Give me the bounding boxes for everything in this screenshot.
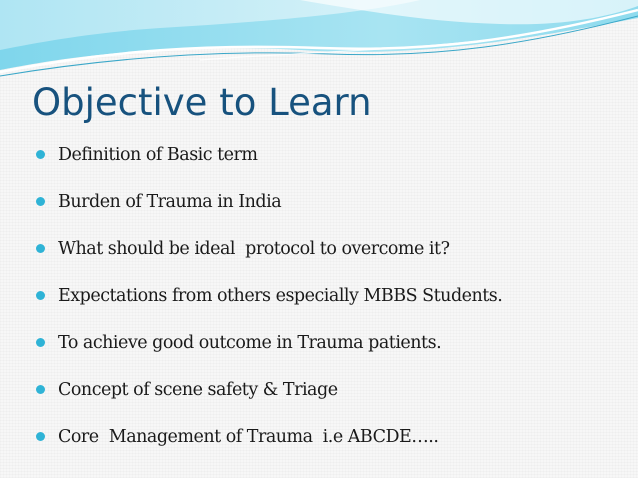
bullet-dot-icon [36, 338, 45, 347]
list-item [32, 366, 502, 413]
list-item [32, 131, 502, 178]
bullet-dot-icon [36, 385, 45, 394]
list-item [32, 272, 502, 319]
header-wave-decoration [0, 0, 638, 80]
bullet-text: Definition of Basic term [58, 144, 258, 165]
list-item [32, 413, 502, 460]
slide-title: Objective to Learn [32, 81, 372, 124]
bullet-dot-icon [36, 197, 45, 206]
list-item [32, 178, 502, 225]
bullet-text: To achieve good outcome in Trauma patients. [58, 332, 442, 353]
bullet-text: Expectations from others especially MBBS Students. [58, 285, 503, 306]
bullet-list [32, 131, 502, 460]
bullet-dot-icon [36, 150, 45, 159]
bullet-text: What should be ideal protocol to overcome it? [58, 238, 450, 259]
bullet-text: Burden of Trauma in India [58, 191, 282, 212]
list-item [32, 319, 502, 366]
bullet-dot-icon [36, 432, 45, 441]
bullet-dot-icon [36, 244, 45, 253]
bullet-text: Core Management of Trauma i.e ABCDE….. [58, 426, 439, 447]
bullet-dot-icon [36, 291, 45, 300]
list-item [32, 225, 502, 272]
bullet-text: Concept of scene safety & Triage [58, 379, 338, 400]
